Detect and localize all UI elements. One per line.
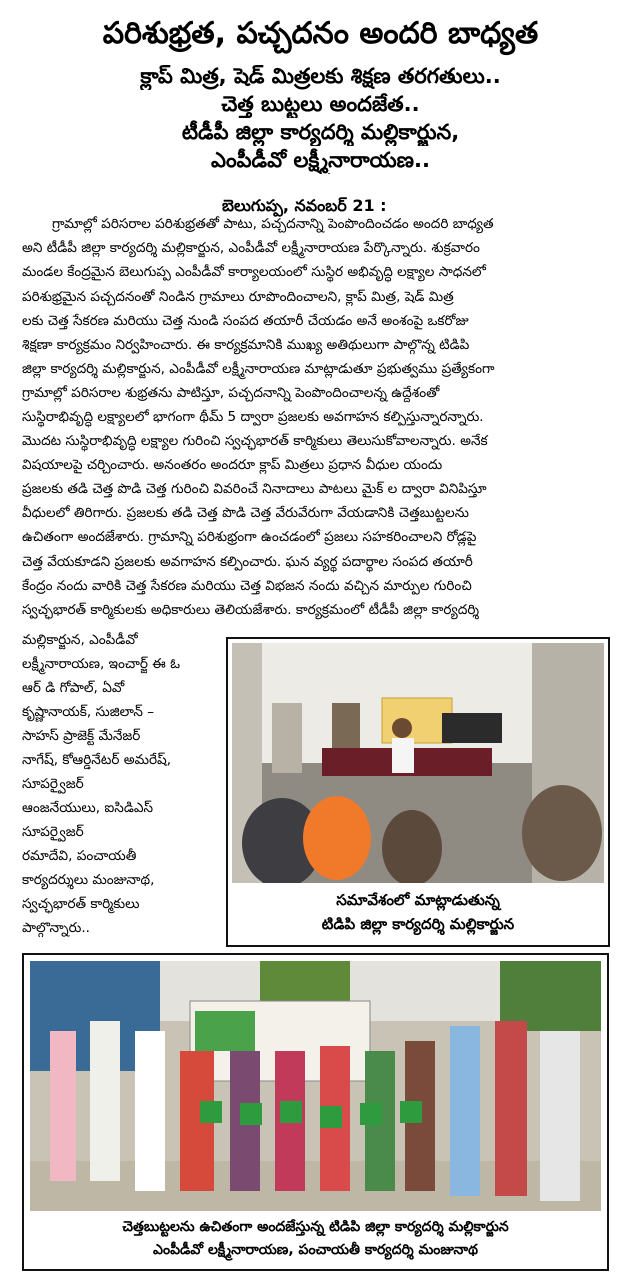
distribution-photo-illustration	[30, 961, 601, 1211]
subheadline: చెత్త బుట్టలు అందజేత..	[221, 92, 420, 116]
subheadline: ఎంపీడీవో లక్ష్మీనారాయణ..	[211, 148, 430, 172]
body-line: చెత్త వేయకూడని ప్రజలకు అవగాహన కల్పించారు. ఘన వ్యర్థ పదార్థాల సంపద తయారీ	[22, 554, 473, 570]
body-line: అని టీడీపీ జిల్లా కార్యదర్శి మల్లికార్జున, ఎంపీడీవో లక్ష్మీనారాయణ పేర్కొన్నారు. శుక్రవారం	[22, 240, 480, 256]
body-line: జిల్లా కార్యదర్శి మల్లికార్జున, ఎంపీడీవో లక్ష్మీనారాయణ మాట్లాడుతూ ప్రభుత్వము ప్రత్యేకంగా	[22, 361, 495, 377]
body-line: మండల కేంద్రమైన బెలుగుప్ప ఎంపీడీవో కార్యాలయంలో సుస్థిర అభివృద్ధి లక్ష్యాల సాధనలో	[22, 264, 486, 280]
left-column-line: మల్లికార్జున, ఎంపీడీవో	[22, 632, 138, 648]
left-column-line: ఆంజనేయులు, ఐసిడిఎస్	[22, 800, 154, 816]
body-line: శిక్షణా కార్యక్రమం నిర్వహించారు. ఈ కార్యక్రమానికి ముఖ్య అతిథులుగా పాల్గొన్న టిడిపి	[22, 337, 470, 353]
left-column-line: సూపర్వైజర్	[22, 776, 84, 792]
left-column-line: రమాదేవి, పంచాయతీ	[22, 848, 137, 864]
left-column-line: నాగేష్, కోఆర్డినేటర్ అమరేష్,	[22, 752, 172, 768]
body-line: విషయాలపై చర్చించారు. అనంతరం అందరూ క్లాప్ మిత్రలు ప్రధాన వీధుల యందు	[22, 457, 443, 473]
photo-caption: చెత్తబుట్టలను ఉచితంగా అందజేస్తున్న టిడిపి జిల్లా కార్యదర్శి మల్లికార్జున	[122, 1219, 509, 1235]
subheadline: టీడీపీ జిల్లా కార్యదర్శి మల్లికార్జున,	[181, 120, 460, 144]
photo-caption: టిడిపి జిల్లా కార్యదర్శి మల్లికార్జున	[321, 915, 515, 933]
body-line: వీధులలో తిరిగారు. ప్రజలకు తడి చెత్త పొడి చెత్త వేరువేరుగా వేయడానికి చెత్తబుట్టలను	[22, 505, 469, 521]
left-column-line: సాహస్ ప్రాజెక్ట్ మేనేజర్	[22, 728, 141, 744]
distribution-photo	[30, 961, 601, 1211]
left-column-line: కార్యదర్శులు మంజునాథ,	[22, 872, 155, 888]
left-column-line: పాల్గొన్నారు..	[22, 920, 90, 936]
body-line: సుస్థిరాభివృద్ధి లక్ష్యాలలో భాగంగా థీమ్ 5 ద్వారా ప్రజలకు అవగాహన కల్పిస్తున్నారన్నారు.	[22, 409, 484, 425]
subheadline: క్లాప్ మిత్ర, షెడ్ మిత్రలకు శిక్షణ తరగతులు..	[140, 64, 501, 88]
left-column-line: సూపర్వైజర్	[22, 824, 84, 840]
meeting-photo	[232, 643, 604, 883]
left-column-line: ఆర్ డి గోపాల్, ఏవో	[22, 680, 125, 696]
dateline: బెలుగుప్ప, నవంబర్ 21 :	[222, 196, 387, 215]
photo-caption: ఎంపీడీవో లక్ష్మీనారాయణ, పంచాయతీ కార్యదర్శి మంజునాథ	[153, 1242, 478, 1258]
body-line: ప్రజలకు తడి చెత్త పొడి చెత్త గురించి వివరించే నినాదాలు పాటలు మైక్ ల ద్వారా వినిపిస్తూ	[22, 481, 487, 497]
photo-box-distribution	[22, 953, 609, 1271]
headline: పరిశుభ్రత, పచ్చదనం అందరి బాధ్యత	[102, 16, 539, 51]
left-column-line: స్వచ్ఛభారత్ కార్మికులు	[22, 896, 140, 912]
body-line: లకు చెత్త సేకరణ మరియు చెత్త నుండి సంపద తయారీ చేయడం అనే అంశంపై ఒకరోజు	[22, 313, 469, 329]
body-line: గ్రామాల్లో పరిసరాల పరిశుభ్రతతో పాటు, పచ్చదనాన్ని పెంపొందించడం అందరి బాధ్యత	[52, 216, 494, 232]
body-line: గ్రామాల్లో పరిసరాల శుభ్రతను పాటిస్తూ, పచ్చదనాన్ని పెంపొందించాలన్న ఉద్దేశంతో	[22, 385, 440, 401]
body-line: కేంద్రం నందు వారికి చెత్త సేకరణ మరియు చెత్త విభజన నందు వచ్చిన మార్పుల గురించి	[22, 578, 472, 594]
left-column-line: లక్ష్మీనారాయణ, ఇంచార్జ్ ఈ ఓ	[22, 656, 181, 672]
left-column-line: కృష్ణానాయక్, సుజిలాన్ –	[22, 704, 155, 720]
body-line: ఉచితంగా అందజేశారు. గ్రామాన్ని పరిశుభ్రంగా ఉంచడంలో ప్రజలు సహకరించాలని రోడ్లపై	[22, 529, 477, 545]
photo-box-meeting	[226, 637, 610, 947]
body-line: స్వచ్ఛభారత్ కార్మికులకు అధికారులు తెలియజేశారు. కార్యక్రమంలో టీడీపీ జిల్లా కార్యదర్శి	[22, 602, 480, 618]
meeting-photo-illustration	[232, 643, 604, 883]
body-line: పరిశుభ్రమైన పచ్చదనంతో నిండిన గ్రామాలు రూపొందించాలని, క్లాప్ మిత్ర, షెడ్ మిత్ర	[22, 289, 454, 305]
photo-caption: సమావేశంలో మాట్లాడుతున్న	[336, 891, 500, 909]
body-line: మొదట సుస్థిరాభివృద్ధి లక్ష్యాల గురించి స్వచ్ఛభారత్ కార్మికులు తెలుసుకోవాలన్నారు. అనేక	[22, 433, 488, 449]
